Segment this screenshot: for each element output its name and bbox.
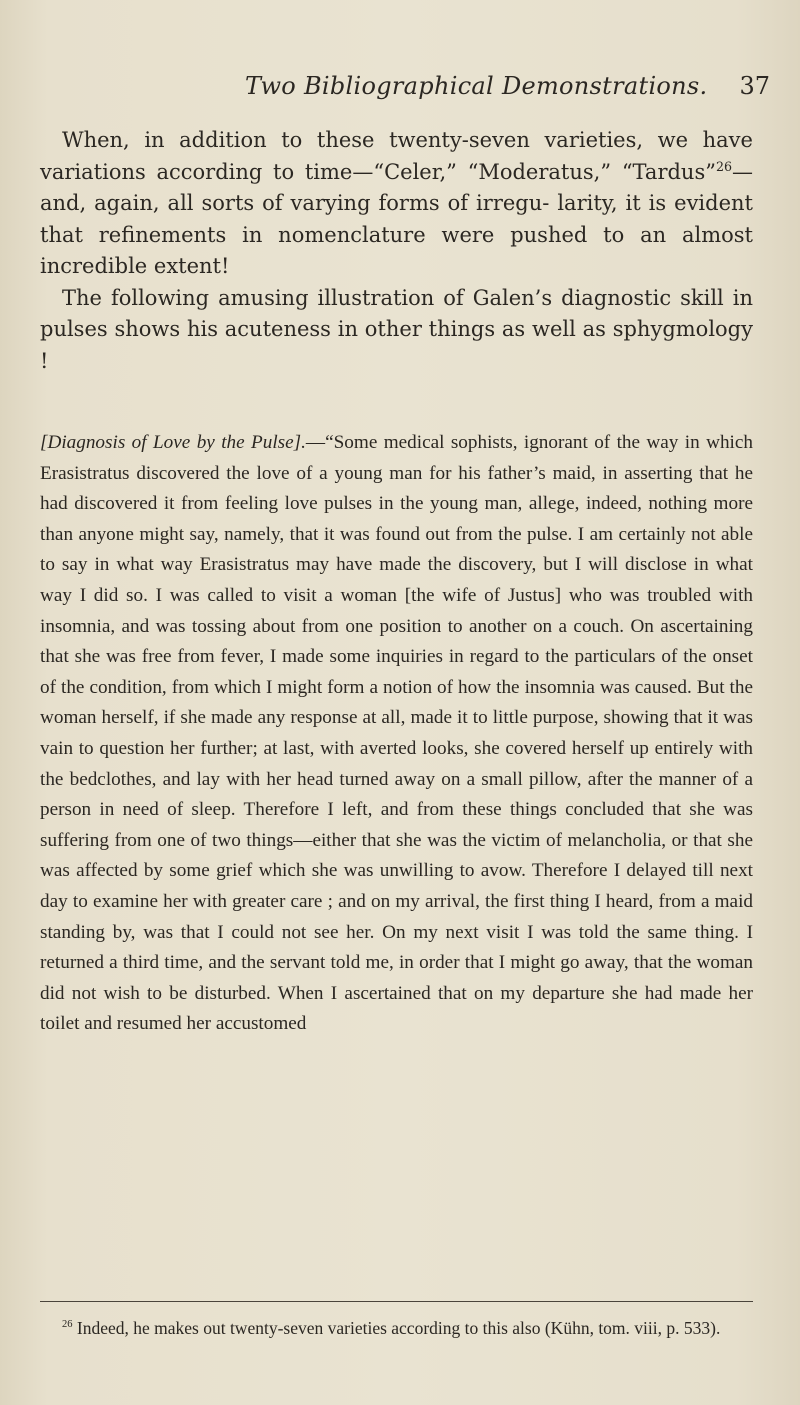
quote-label: [Diagnosis of Love by the Pulse]. xyxy=(40,432,306,453)
page-number: 37 xyxy=(739,72,770,100)
footnote-text: Indeed, he makes out twenty-seven varieties according to this also (Kühn, tom. viii, p. 533). xyxy=(76,1318,721,1338)
paragraph-2 xyxy=(40,283,753,378)
paragraph-2-text: The following amusing illustration of Galen’s diagnostic skill in pulses shows his acuteness in other things as well as sphygmology ! xyxy=(40,285,753,373)
footnote-rule xyxy=(40,1301,753,1302)
footnote-reference: 26 xyxy=(715,158,732,174)
quoted-passage xyxy=(40,428,753,1040)
paragraph-1-line-1: When, in addition to these twenty-seven varieties, we xyxy=(62,128,689,152)
paragraph-1-line-3b: —and, again, all sorts of varying forms of irregu- xyxy=(40,159,753,215)
running-head xyxy=(40,72,780,112)
paragraph-1 xyxy=(40,125,753,283)
running-title: Two Bibliographical Demonstrations. xyxy=(245,72,708,100)
paragraph-1-line-2: have variations according to time—“Celer,” “Moderatus,” xyxy=(40,128,753,184)
paragraph-1-line-5: pushed to an almost incredible extent! xyxy=(40,222,753,278)
footnote xyxy=(40,1316,753,1341)
footnote-number: 26 xyxy=(62,1319,73,1331)
quote-body: —“Some medical sophists, ignorant of the way in which Erasistratus discovered the love of a young man for his father’s maid, in asserting that he had discovered it from feeling love pulses in the young man, allege, indeed, nothing more than anyone might say, namely, that it was found out from the pulse. I am certainly not able to say in what way Erasistratus may have made the discovery, but I will disclose in what way I did so. I was called to visit a woman [the wife of Justus] who was troubled with insomnia, and was tossing about from one position to another on a couch. On ascertaining that she was free from fever, I made some inquiries in regard to the particulars of the onset of the condition, from which I might form a notion of how the insomnia was caused. But the woman herself, if she made any response at all, made it to little purpose, showing that it was vain to question her further; at last, with averted looks, she covered herself up entirely with the bedclothes, and lay with her head turned away on a small pillow, after the manner of a person in need of sleep. Therefore I left, and from these things concluded that she was suffering from one of two things—either that she was the victim of melancholia, or that she was affected by some grief which she was unwilling to avow. Therefore I delayed till next day to examine her with greater care ; and on my arrival, the first thing I heard, from a maid standing by, was that I could not see her. On my next visit I was told the same thing. I returned a third time, and the servant told me, in order that I might go away, that the woman did not wish to be disturbed. When I ascertained that on my departure she had made her toilet and resumed her accustomed xyxy=(40,432,753,1035)
paragraph-1-line-4: larity, it is evident that refinements in nomenclature were xyxy=(40,191,753,247)
paragraph-1-line-3a: “Tardus” xyxy=(621,159,716,184)
main-text xyxy=(40,125,753,377)
